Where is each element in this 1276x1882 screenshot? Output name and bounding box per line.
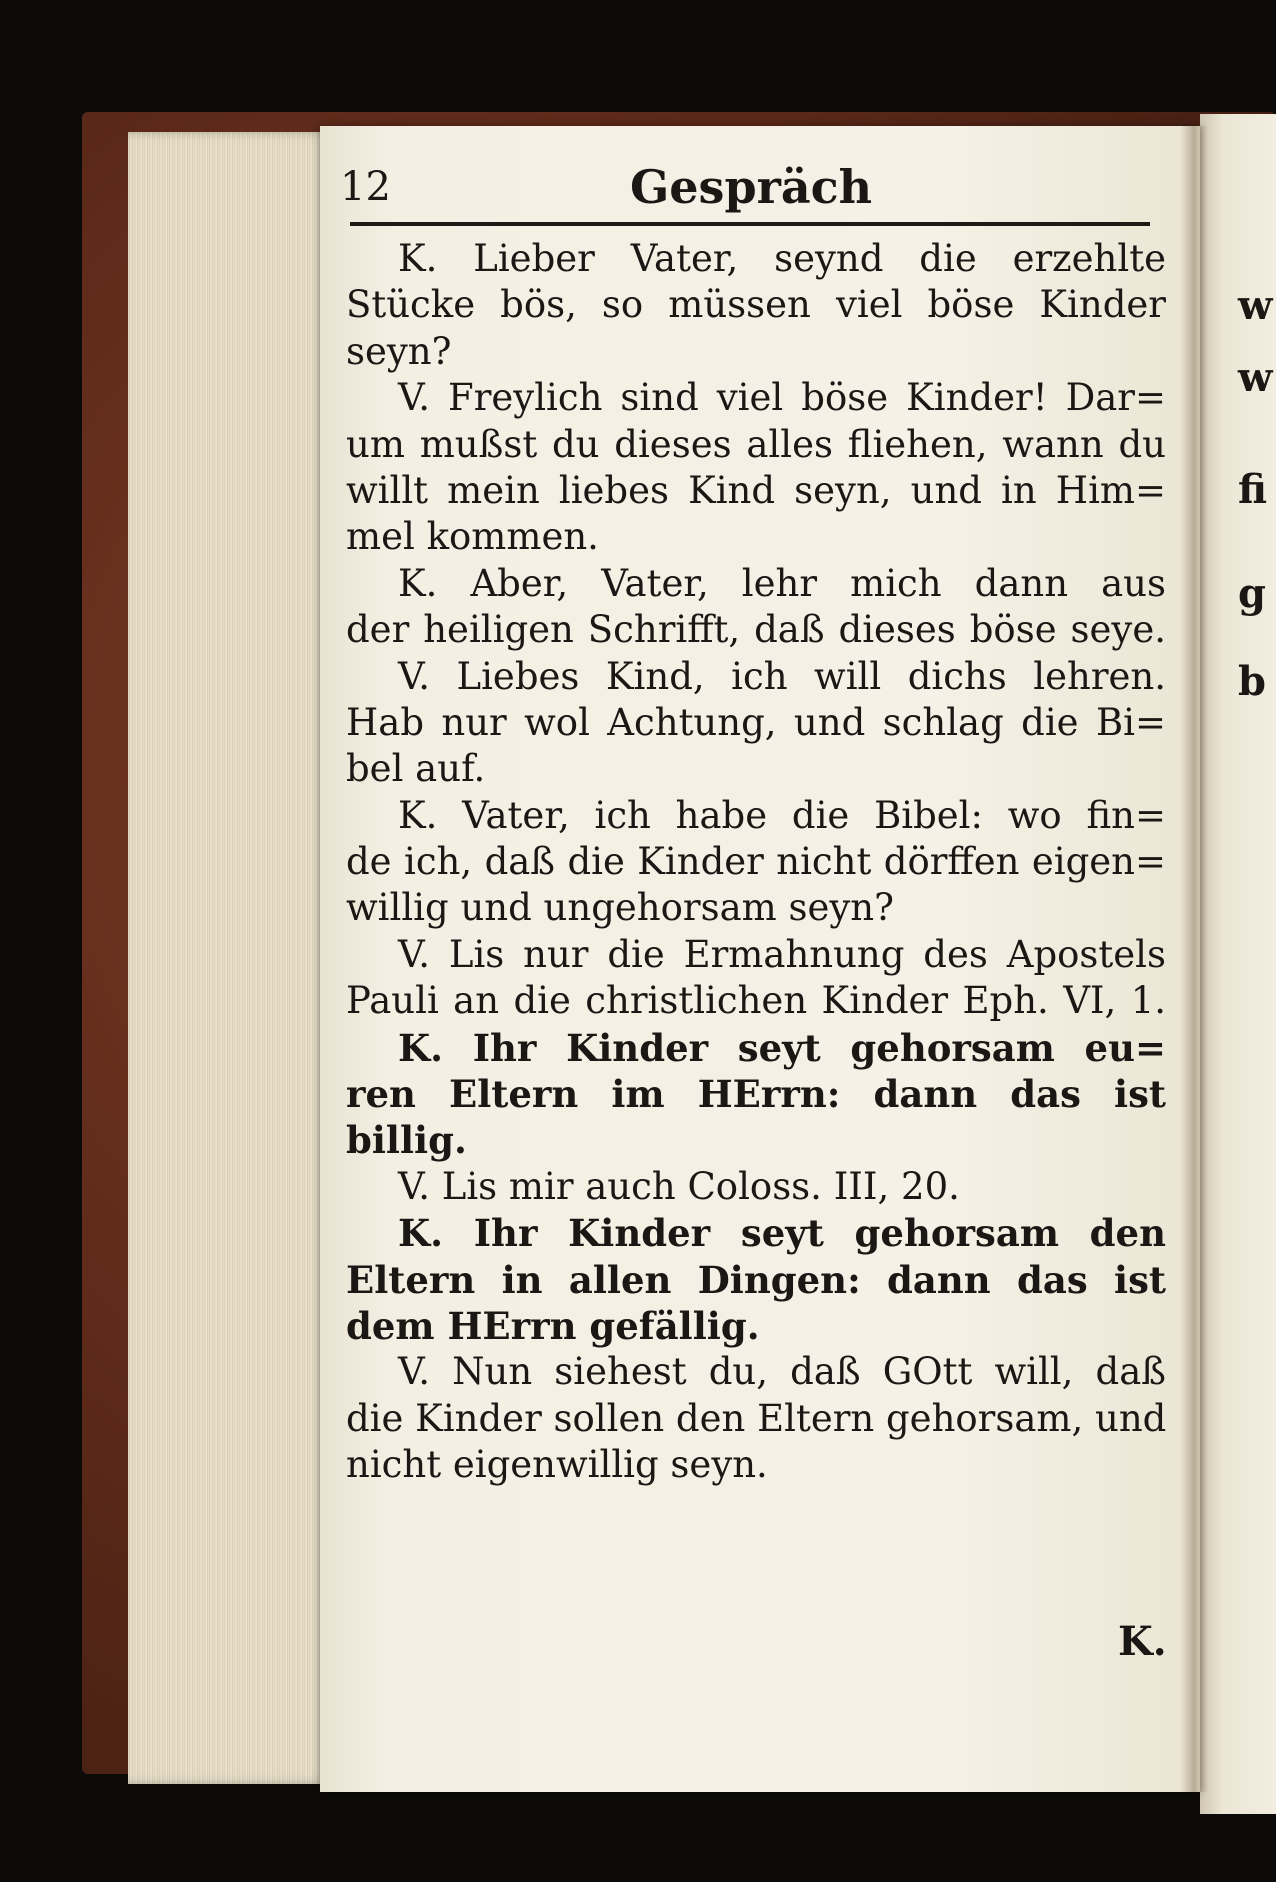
text-line: willt mein liebes Kind seyn, und in Him= bbox=[346, 468, 1166, 512]
gutter-shadow bbox=[1180, 126, 1208, 1792]
text-line: V. Freylich sind viel böse Kinder! Dar= bbox=[398, 376, 1166, 420]
facing-page-fragment: fi bbox=[1238, 466, 1268, 513]
page-number: 12 bbox=[340, 164, 391, 210]
text-line: Eltern in allen Dingen: dann das ist bbox=[346, 1257, 1166, 1302]
text-line: seyn? bbox=[346, 329, 452, 373]
text-line: nicht eigenwillig seyn. bbox=[346, 1443, 768, 1487]
text-line: V. Liebes Kind, ich will dichs lehren. bbox=[398, 654, 1166, 698]
text-line: de ich, daß die Kinder nicht dörffen eigen= bbox=[346, 840, 1166, 884]
text-line: mel kommen. bbox=[346, 515, 599, 559]
header-rule bbox=[350, 222, 1150, 226]
facing-page-fragment: b bbox=[1238, 658, 1266, 705]
text-line: bel auf. bbox=[346, 747, 486, 791]
text-line: Hab nur wol Achtung, und schlag die Bi= bbox=[346, 700, 1166, 744]
page-edges bbox=[128, 132, 330, 1784]
text-line: um mußst du dieses alles fliehen, wann du bbox=[346, 422, 1166, 466]
text-line: Stücke bös, so müssen viel böse Kinder bbox=[346, 283, 1166, 327]
text-line: dem HErrn gefällig. bbox=[346, 1303, 760, 1348]
text-line: V. Nun siehest du, daß GOtt will, daß bbox=[398, 1350, 1166, 1394]
text-line: K. Lieber Vater, seynd die erzehlte bbox=[398, 237, 1166, 280]
text-line: V. Lis mir auch Coloss. III, 20. bbox=[398, 1164, 960, 1208]
facing-page-fragment: w bbox=[1238, 354, 1273, 401]
text-line: billig. bbox=[346, 1118, 467, 1163]
text-line: V. Lis nur die Ermahnung des Apostels bbox=[398, 932, 1166, 976]
running-head: Gespräch bbox=[630, 160, 873, 214]
text-line: K. Vater, ich habe die Bibel: wo fin= bbox=[398, 793, 1166, 837]
text-line: K. Ihr Kinder seyt gehorsam eu= bbox=[398, 1025, 1166, 1070]
facing-page-fragment: w bbox=[1238, 282, 1273, 329]
text-line: Pauli an die christlichen Kinder Eph. VI, 1. bbox=[346, 979, 1166, 1023]
text-line: die Kinder sollen den Eltern gehorsam, und bbox=[346, 1396, 1166, 1440]
text-line: K. Ihr Kinder seyt gehorsam den bbox=[398, 1211, 1166, 1256]
facing-page-fragment: g bbox=[1238, 570, 1266, 617]
text-line: K. Aber, Vater, lehr mich dann aus bbox=[398, 561, 1166, 605]
page-header bbox=[340, 160, 1150, 216]
text-line: der heiligen Schrifft, daß dieses böse seye. bbox=[346, 608, 1166, 652]
text-line: ren Eltern im HErrn: dann das ist bbox=[346, 1072, 1166, 1117]
text-line: willig und ungehorsam seyn? bbox=[346, 886, 894, 930]
dialogue-text bbox=[346, 236, 1166, 1489]
catchword: K. bbox=[1118, 1618, 1167, 1665]
